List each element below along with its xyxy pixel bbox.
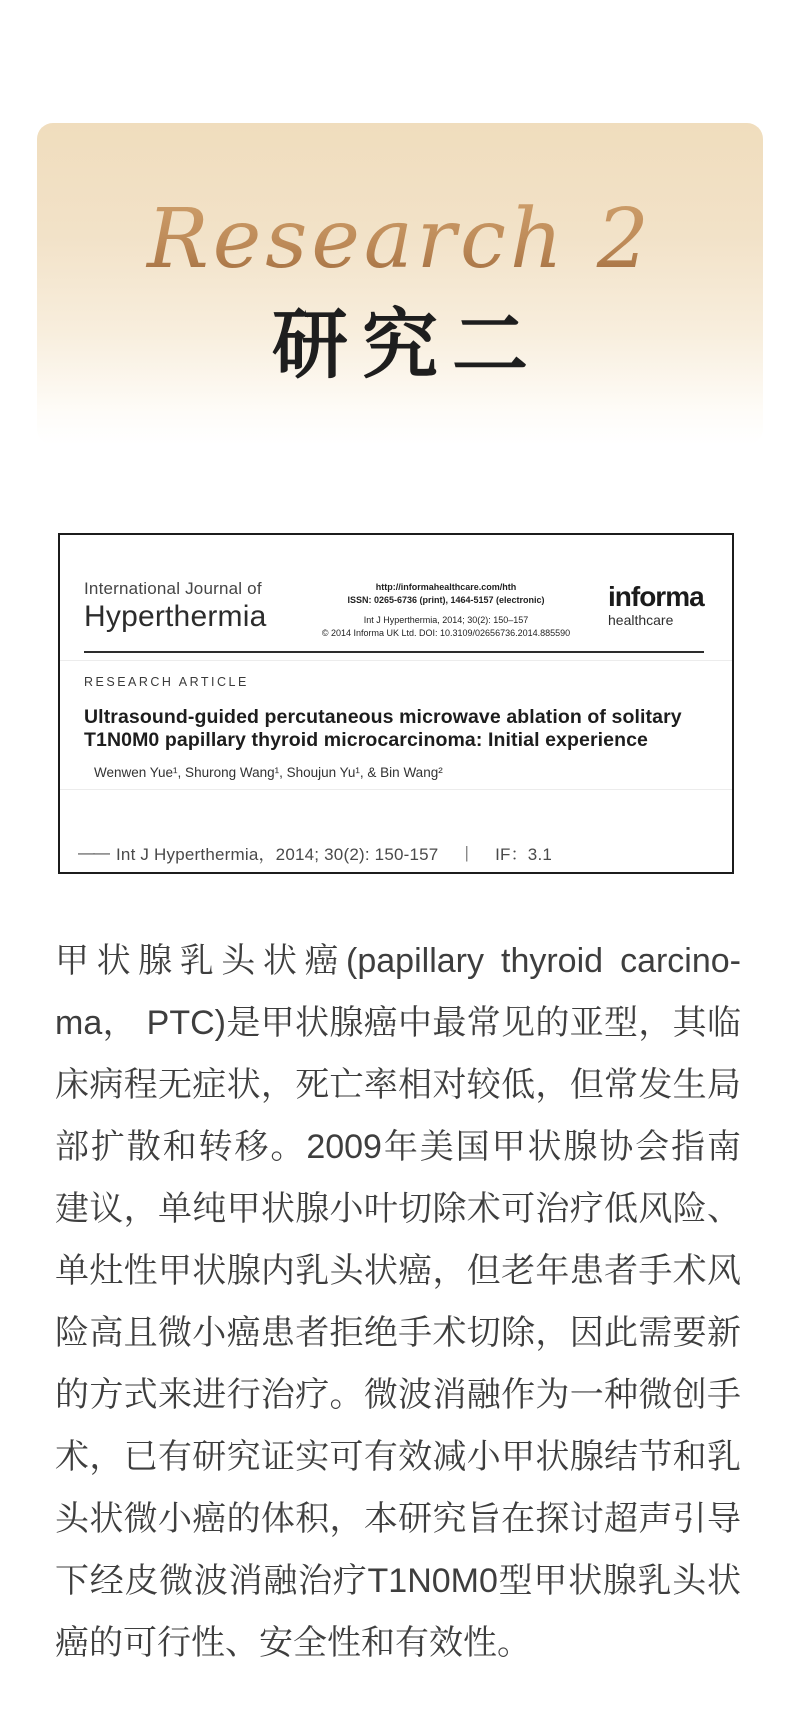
paragraph-line: 下经皮微波消融治疗T1N0M0型甲状腺乳头状 [55, 1562, 741, 1600]
journal-issn-line: © 2014 Informa UK Ltd. DOI: 10.3109/02656736.2014.885590 [321, 628, 571, 639]
impact-factor: IF：3.1 [495, 845, 553, 865]
citation-reference: Int J Hyperthermia，2014; 30(2): 150-157 [116, 845, 439, 865]
journal-masthead [60, 535, 732, 640]
journal-name-line1: International Journal of [84, 579, 262, 598]
journal-name-block [84, 579, 284, 634]
hero-script-title: Research 2 [37, 195, 763, 285]
article-authors: Wenwen Yue¹, Shurong Wang¹, Shoujun Yu¹, & Bin Wang² [94, 765, 443, 781]
paragraph-line: 头状微小癌的体积，本研究旨在探讨超声引导 [55, 1500, 741, 1538]
paragraph-line: 建议，单纯甲状腺小叶切除术可治疗低风险、 [55, 1190, 741, 1228]
paragraph-line: ma， PTC)是甲状腺癌中最常见的亚型，其临 [55, 1004, 741, 1042]
citation-separator: | [464, 842, 470, 862]
journal-name-line2: Hyperthermia [84, 600, 267, 633]
journal-article-card [58, 533, 734, 874]
hero-chinese-title: 研究二 [272, 300, 542, 389]
citation-line [78, 840, 714, 865]
journal-issn-line: http://informahealthcare.com/hth [375, 582, 517, 592]
paragraph-line: 术，已有研究证实可有效减小甲状腺结节和乳 [55, 1438, 741, 1476]
summary-paragraph [55, 930, 741, 1674]
citation-dash: —— [78, 842, 108, 862]
journal-issn-block [301, 579, 591, 640]
publisher-subname: healthcare [608, 612, 674, 628]
section-label: RESEARCH ARTICLE [84, 675, 249, 690]
paragraph-line: 部扩散和转移。2009年美国甲状腺协会指南 [55, 1128, 741, 1166]
article-title: Ultrasound-guided percutaneous microwave ablation of solitary T1N0M0 papillary thyroid microcarcinoma: Initial experience [84, 706, 682, 752]
divider-line [60, 660, 732, 661]
masthead-rule [84, 651, 704, 653]
publisher-name: informa [608, 581, 704, 612]
paragraph-line: 的方式来进行治疗。微波消融作为一种微创手 [55, 1376, 741, 1414]
journal-issn-line: ISSN: 0265-6736 (print), 1464-5157 (electronic) [347, 595, 545, 606]
paragraph-line: 险高且微小癌患者拒绝手术切除，因此需要新 [55, 1314, 741, 1352]
publisher-logo [608, 579, 704, 628]
journal-issn-line: Int J Hyperthermia, 2014; 30(2): 150–157 [363, 615, 529, 626]
hero-gradient-panel [37, 123, 763, 445]
paragraph-line: 床病程无症状，死亡率相对较低，但常发生局 [55, 1066, 741, 1104]
divider-line [60, 789, 732, 790]
paragraph-line: 甲状腺乳头状癌(papillary thyroid carcino- [55, 942, 741, 980]
paragraph-line: 癌的可行性、安全性和有效性。 [55, 1624, 531, 1662]
paragraph-line: 单灶性甲状腺内乳头状癌，但老年患者手术风 [55, 1252, 741, 1290]
